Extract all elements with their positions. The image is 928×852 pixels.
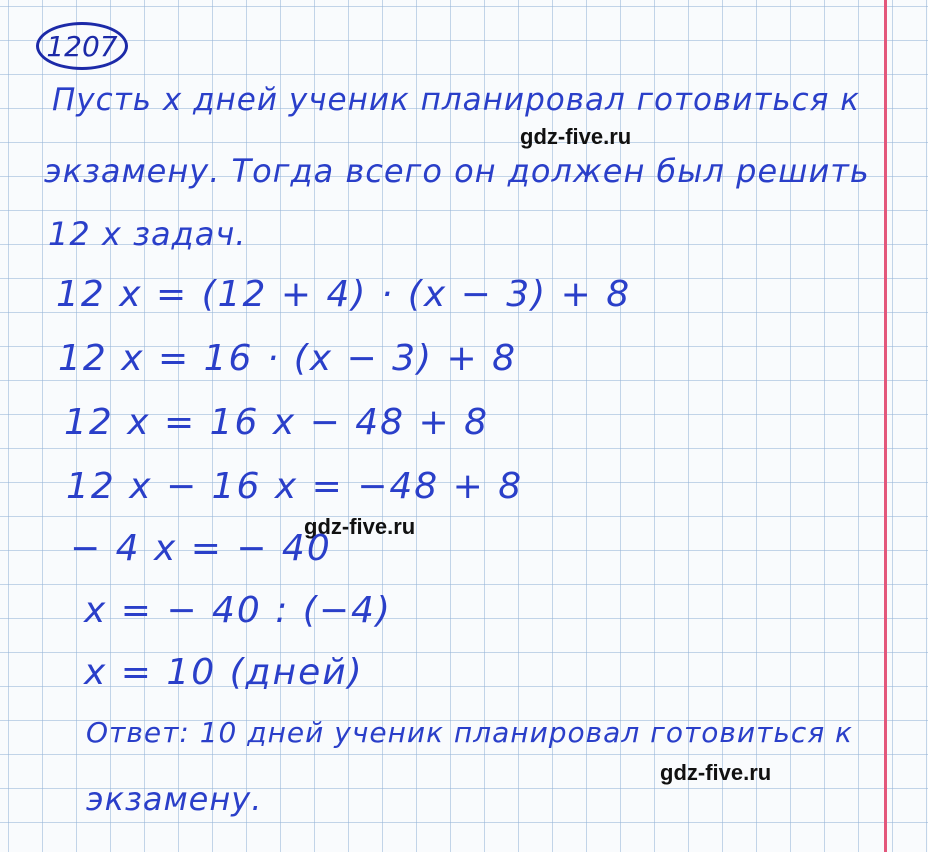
text-line-3: 12 x задач. [48,215,247,253]
equation-line-3: 12 x = 16 x − 48 + 8 [64,402,489,443]
equation-line-5: − 4 x = − 40 [70,528,332,569]
watermark-3: gdz-five.ru [660,760,772,785]
watermark-1: gdz-five.ru [520,124,632,149]
answer-line-1: Ответ: 10 дней ученик планировал готовиться к [86,716,853,749]
equation-line-2: 12 x = 16 · (x − 3) + 8 [58,338,518,379]
watermark-2: gdz-five.ru [304,514,416,539]
equation-line-1: 12 x = (12 + 4) · (x − 3) + 8 [56,274,632,315]
equation-line-6: x = − 40 : (−4) [84,590,392,631]
margin-line [884,0,887,852]
text-line-2: экзамену. Тогда всего он должен был решить [44,152,870,190]
answer-line-2: экзамену. [86,780,263,818]
equation-line-4: 12 x − 16 x = −48 + 8 [66,466,524,507]
text-line-1: Пусть x дней ученик планировал готовиться к [52,82,860,118]
equation-line-7: x = 10 (дней) [84,652,364,693]
problem-number: 1207 [36,22,128,70]
